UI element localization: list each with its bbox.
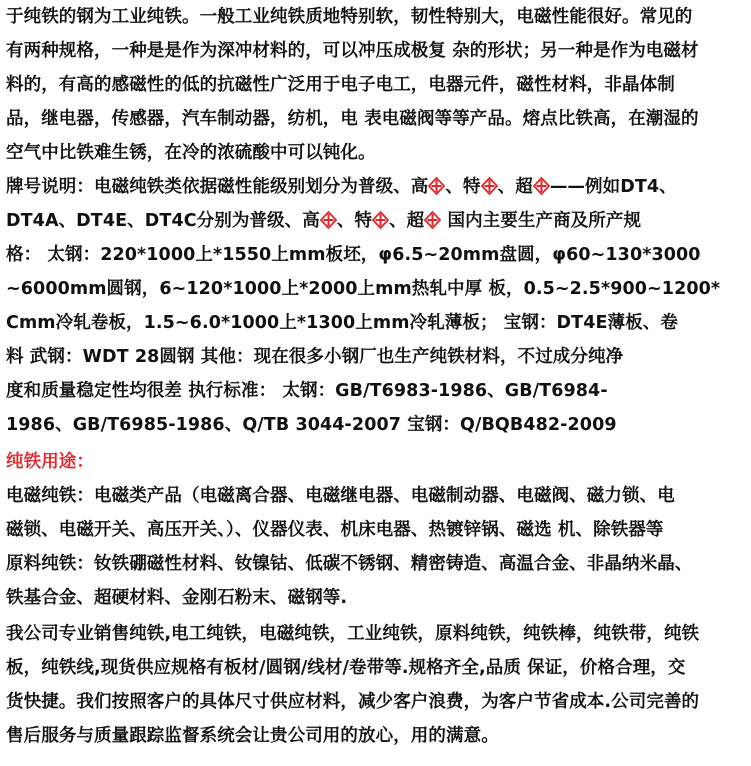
text-segment: 、特 <box>336 211 373 231</box>
text-line: 铁基合金、超硬材料、金刚石粉末、磁钢等. <box>6 588 348 608</box>
broken-glyph-icon <box>481 177 498 195</box>
text-segment: 牌号说明：电磁纯铁类依据磁性能级别划分为普级、高 <box>6 177 429 197</box>
text-line: ~6000mm圆钢，6~120*1000上*2000上mm热轧中厚 板，0.5~2.5*900~1200* <box>6 279 721 299</box>
text-segment: DT4A、DT4E、DT4C分别为普级、高 <box>6 211 320 231</box>
text-line: 品，继电器，传感器，汽车制动器，纺机，电 表电磁阀等等产品。熔点比铁高，在潮湿的 <box>6 109 699 129</box>
text-line: Cmm冷轧卷板，1.5~6.0*1000上*1300上mm冷轧薄板； 宝钢：DT4E薄板、卷 <box>6 313 678 333</box>
text-line: 料的，有高的感磁性的低的抗磁性广泛用于电子电工，电器元件，磁性材料，非晶体制 <box>6 75 675 95</box>
text-line: 电磁纯铁：电磁类产品（电磁离合器、电磁继电器、电磁制动器、电磁阀、磁力锁、电 <box>6 486 675 506</box>
text-line: 售后服务与质量跟踪监督系统会让贵公司用的放心，用的满意。 <box>6 726 499 746</box>
broken-glyph-icon <box>533 177 550 195</box>
text-line: 我公司专业销售纯铁,电工纯铁，电磁纯铁，工业纯铁，原料纯铁，纯铁棒，纯铁带，纯铁 <box>6 624 700 644</box>
text-line: 磁锁、电磁开关、高压开关、）、仪器仪表、机床电器、热镀锌锅、磁选 机、除铁器等 <box>6 520 664 540</box>
section-heading: 纯铁用途： <box>6 452 94 472</box>
text-line: 空气中比铁难生锈，在冷的浓硫酸中可以钝化。 <box>6 143 376 163</box>
text-segment: ——例如DT4、 <box>549 177 677 197</box>
text-line: 板，纯铁线,现货供应规格有板材/圆钢/线材/卷带等.规格齐全,品质 保证，价格合理，交 <box>6 658 686 678</box>
text-line: 格： 太钢：220*1000上*1550上mm板坯，φ6.5~20mm盘圆，φ60~130*3000 <box>6 245 701 265</box>
text-line: 货快捷。我们按照客户的具体尺寸供应材料，减少客户浪费，为客户节省成本.公司完善的 <box>6 692 700 712</box>
text-line: 料 武钢：WDT 28圆钢 其他：现在很多小钢厂也生产纯铁材料，不过成分纯净 <box>6 347 624 367</box>
text-segment: 、超 <box>389 211 425 231</box>
text-line: 1986、GB/T6985-1986、Q/TB 3044-2007 宝钢：Q/BQB482-2009 <box>6 415 617 435</box>
text-line: 于纯铁的钢为工业纯铁。一般工业纯铁质地特别软，韧性特别大，电磁性能很好。常见的 <box>6 7 693 27</box>
text-segment: 、超 <box>497 177 533 197</box>
text-line: 原料纯铁：钕铁硼磁性材料、钕镍钴、低碳不锈钢、精密铸造、高温合金、非晶纳米晶、 <box>6 554 693 574</box>
text-line <box>6 206 747 236</box>
broken-glyph-icon <box>428 177 445 195</box>
text-segment: 、特 <box>445 177 481 197</box>
text-line <box>6 172 747 202</box>
text-line: 度和质量稳定性均很差 执行标准： 太钢：GB/T6983-1986、GB/T6984- <box>6 381 608 401</box>
broken-glyph-icon <box>424 211 441 229</box>
text-segment: 国内主要生产商及所产规 <box>441 211 642 231</box>
text-line: 有两种规格，一种是是作为深冲材料的，可以冲压成极复 杂的形状；另一种是作为电磁材 <box>6 41 699 61</box>
broken-glyph-icon <box>372 211 389 229</box>
broken-glyph-icon <box>320 211 337 229</box>
